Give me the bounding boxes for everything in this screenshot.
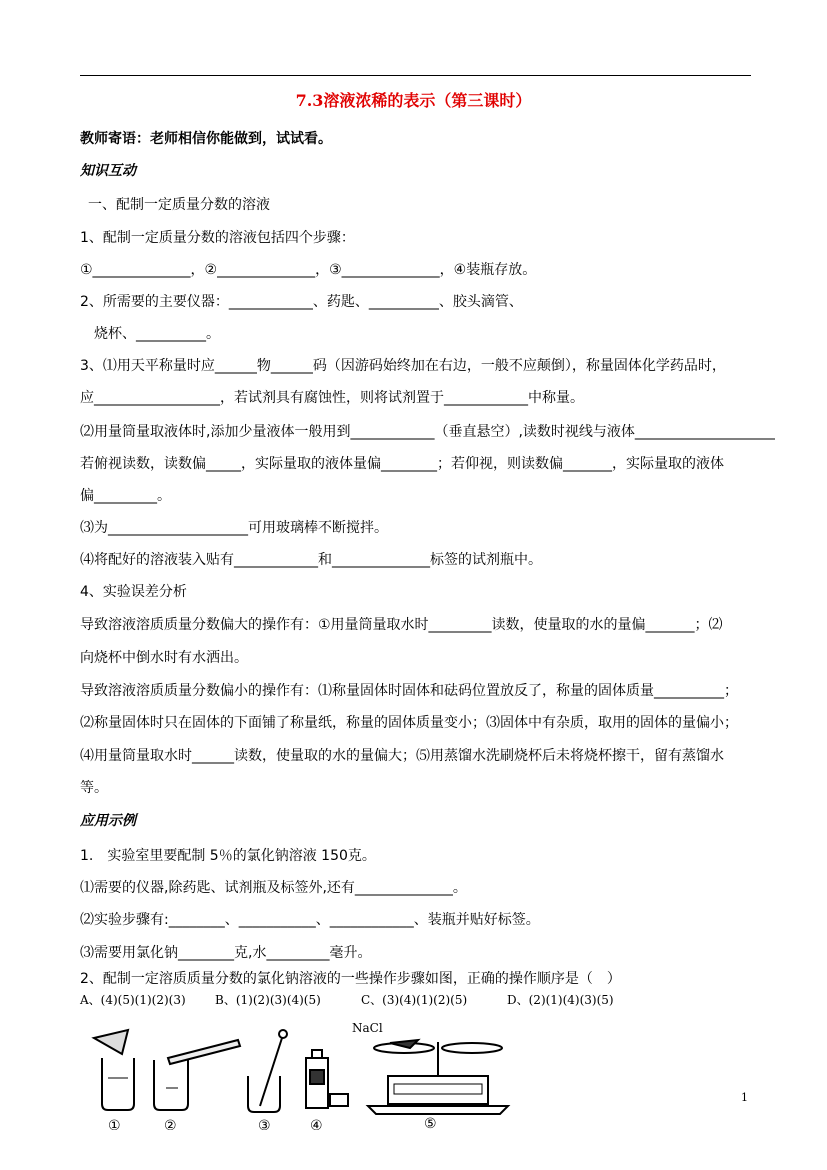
figure-label-5: ⑤ xyxy=(424,1116,437,1130)
page-title: 7.3溶液浓稀的表示（第三课时） xyxy=(295,91,532,110)
cylinder-pouring-illustration xyxy=(154,1040,240,1110)
figure-label-2: ② xyxy=(164,1118,177,1130)
procedure-figure xyxy=(88,1018,528,1130)
text-line: 应__________________，若试剂具有腐蚀性，则将试剂置于____________中称量。 xyxy=(80,390,584,406)
reagent-bottle-illustration xyxy=(306,1050,348,1108)
text-line: 1、配制一定质量分数的溶液包括四个步骤： xyxy=(80,230,355,246)
text-line: 向烧杯中倒水时有水洒出。 xyxy=(80,650,248,666)
header-rule xyxy=(80,75,751,76)
question-line: ⑵实验步骤有:________、___________、____________、装瓶并贴好标签。 xyxy=(80,912,540,928)
text-line: ⑶为____________________可用玻璃棒不断搅拌。 xyxy=(80,520,388,536)
balance-illustration xyxy=(368,1040,508,1114)
question-line: ⑴需要的仪器,除药匙、试剂瓶及标签外,还有______________。 xyxy=(80,880,467,896)
choice-a: A、(4)(5)(1)(2)(3) xyxy=(80,993,186,1007)
beaker-funnel-illustration xyxy=(94,1030,134,1110)
text-line: 导致溶液溶质质量分数偏小的操作有：⑴称量固体时固体和砝码位置放反了，称量的固体质量__________； xyxy=(80,683,738,699)
figure-label-4: ④ xyxy=(310,1118,323,1130)
text-line: ⑵用量筒量取液体时,添加少量液体一般用到____________（垂直悬空）,读数时视线与液体____________________ xyxy=(80,424,775,440)
stirring-illustration xyxy=(248,1030,287,1112)
text-line: ⑷用量筒量取水时______读数，使量取的水的量偏大；⑸用蒸馏水洗刷烧杯后未将烧杯擦干，留有蒸馏水 xyxy=(80,748,724,764)
text-line: ①______________，②______________，③______________，④装瓶存放。 xyxy=(80,262,537,278)
text-line: 导致溶液溶质质量分数偏大的操作有：①用量筒量取水时_________读数，使量取的水的量偏_______；⑵ xyxy=(80,617,723,633)
motto: 教师寄语：老师相信你能做到，试试看。 xyxy=(80,131,332,147)
page-number: 1 xyxy=(741,1091,748,1104)
question-line: 2、配制一定溶质质量分数的氯化钠溶液的一些操作步骤如图，正确的操作顺序是（ ） xyxy=(80,971,621,987)
nacl-label: NaCl xyxy=(352,1021,383,1035)
choice-d: D、(2)(1)(4)(3)(5) xyxy=(507,993,614,1007)
text-line: 等。 xyxy=(80,780,108,796)
question-line: ⑶需要用氯化钠________克,水_________毫升。 xyxy=(80,945,372,961)
figure-label-1: ① xyxy=(108,1118,121,1130)
choice-b: B、(1)(2)(3)(4)(5) xyxy=(215,993,321,1007)
text-line: 4、实验误差分析 xyxy=(80,584,187,600)
question-line: 1. 实验室里要配制 5％的氯化钠溶液 150克。 xyxy=(80,848,376,864)
choice-c: C、(3)(4)(1)(2)(5) xyxy=(361,993,468,1007)
section-application: 应用示例 xyxy=(80,813,136,829)
text-line: 2、所需要的主要仪器：____________、药匙、__________、胶头滴管、 xyxy=(80,294,523,310)
section-knowledge: 知识互动 xyxy=(80,163,136,179)
text-line: 偏_________。 xyxy=(80,488,171,504)
text-line: 烧杯、__________。 xyxy=(94,326,220,342)
figure-label-3: ③ xyxy=(258,1118,271,1130)
text-line: ⑵称量固体时只在固体的下面铺了称量纸，称量的固体质量变小；⑶固体中有杂质，取用的固体的量偏小； xyxy=(80,715,738,731)
text-line: 一、配制一定质量分数的溶液 xyxy=(88,197,270,213)
text-line: ⑷将配好的溶液装入贴有____________和______________标签的试剂瓶中。 xyxy=(80,552,542,568)
text-line: 若俯视读数，读数偏_____，实际量取的液体量偏________；若仰视，则读数偏_______，实际量取的液体 xyxy=(80,456,724,472)
text-line: 3、⑴用天平称量时应______物______码（因游码始终加在右边，一般不应颠倒），称量固体化学药品时， xyxy=(80,358,726,374)
